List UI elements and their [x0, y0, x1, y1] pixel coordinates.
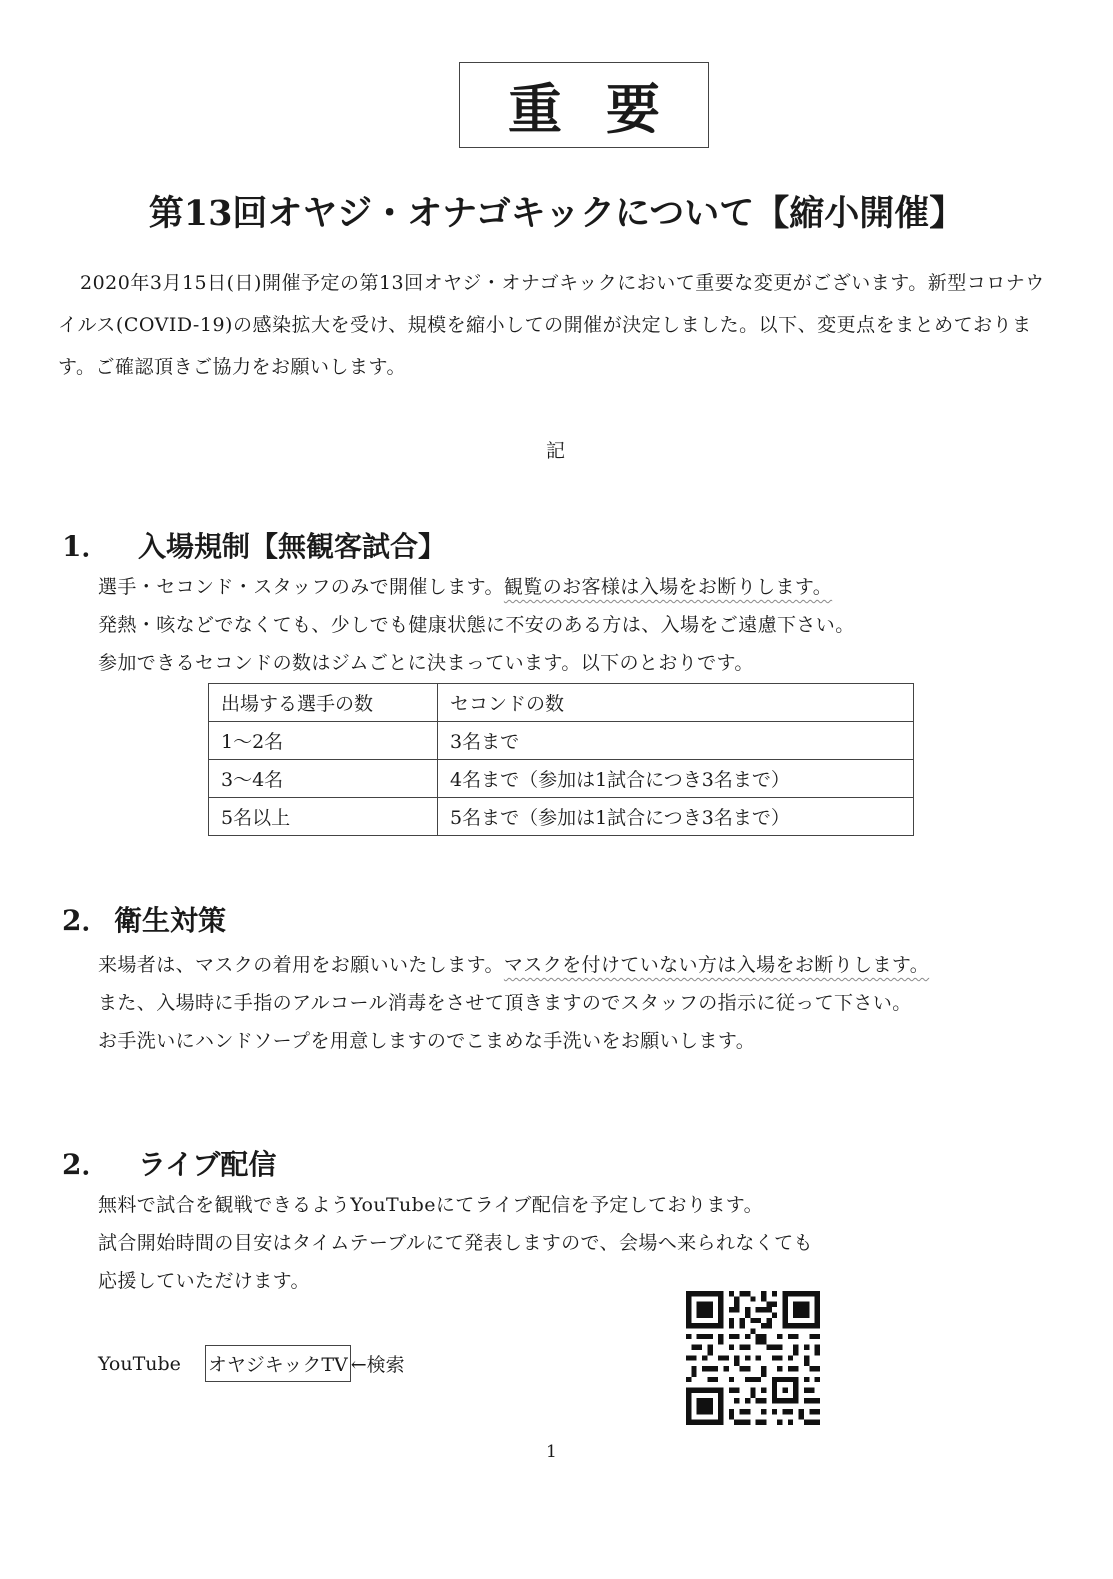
- section1-line1a: 選手・セコンド・スタッフのみで開催します。: [98, 576, 504, 598]
- table-cell: 5名以上: [209, 798, 438, 836]
- section2-line2: また、入場時に手指のアルコール消毒をさせて頂きますのでスタッフの指示に従って下さい。: [98, 992, 912, 1014]
- section1-heading: [62, 525, 446, 565]
- section3-line3: 応援していただけます。: [98, 1270, 310, 1292]
- section2-body: [98, 946, 929, 1060]
- table-header-row: [209, 684, 914, 722]
- section3-body: [98, 1186, 813, 1300]
- section2-line1b: マスクを付けていない方は入場をお断りします。: [503, 954, 930, 976]
- intro-paragraph: 2020年3月15日(日)開催予定の第13回オヤジ・オナゴキックにおいて重要な変更がございます。新型コロナウイルス(COVID-19)の感染拡大を受け、規模を縮小しての開催が決定しました。以下、変更点をまとめております。ご確認頂きご協力をお願いします。: [58, 272, 1045, 378]
- table-cell: 1～2名: [209, 722, 438, 760]
- section1-line3: 参加できるセコンドの数はジムごとに決まっています。以下のとおりです。: [98, 652, 754, 674]
- section2-heading: [62, 899, 226, 939]
- section3-heading: [62, 1143, 276, 1183]
- section3-number: 2．: [62, 1148, 110, 1181]
- second-count-table: [208, 683, 914, 836]
- section2-line3: お手洗いにハンドソープを用意しますのでこまめな手洗いをお願いします。: [98, 1030, 756, 1052]
- section3-line1: 無料で試合を観戦できるようYouTubeにてライブ配信を予定しております。: [98, 1194, 764, 1216]
- important-stamp: 重要: [459, 62, 709, 148]
- table-cell: 4名まで（参加は1試合につき3名まで）: [438, 760, 914, 798]
- section1-line2: 発熱・咳などでなくても、少しでも健康状態に不安のある方は、入場をご遠慮下さい。: [98, 614, 855, 636]
- youtube-search-hint: [98, 1345, 405, 1382]
- table-header-cell: 出場する選手の数: [209, 684, 438, 722]
- table-row: [209, 722, 914, 760]
- section1-line1b: 観覧のお客様は入場をお断りします。: [503, 576, 833, 598]
- table-header-cell: セコンドの数: [438, 684, 914, 722]
- search-term-box: オヤジキックTV: [205, 1345, 351, 1382]
- table-row: [209, 798, 914, 836]
- ki-marker: 記: [546, 440, 566, 462]
- section1-number: 1．: [62, 530, 110, 563]
- table-cell: 3名まで: [438, 722, 914, 760]
- section1-body: [98, 568, 855, 682]
- table-row: [209, 760, 914, 798]
- section1-line1: [98, 568, 855, 606]
- page-title: 第13回オヤジ・オナゴキックについて【縮小開催】: [148, 193, 965, 234]
- section1-title: 入場規制【無観客試合】: [138, 530, 447, 563]
- table-cell: 3～4名: [209, 760, 438, 798]
- search-prefix: YouTube: [98, 1352, 181, 1375]
- table-cell: 5名まで（参加は1試合につき3名まで）: [438, 798, 914, 836]
- search-suffix: ←検索: [350, 1354, 405, 1376]
- section3-title: ライブ配信: [138, 1148, 277, 1181]
- page-number: 1: [546, 1442, 557, 1462]
- qr-code: [686, 1291, 820, 1425]
- section2-line1: [98, 946, 929, 984]
- section3-line2: 試合開始時間の目安はタイムテーブルにて発表しますので、会場へ来られなくても: [98, 1232, 813, 1254]
- section2-number: 2．: [62, 904, 110, 937]
- section2-line1a: 来場者は、マスクの着用をお願いいたします。: [98, 954, 504, 976]
- section2-title: 衛生対策: [114, 904, 227, 937]
